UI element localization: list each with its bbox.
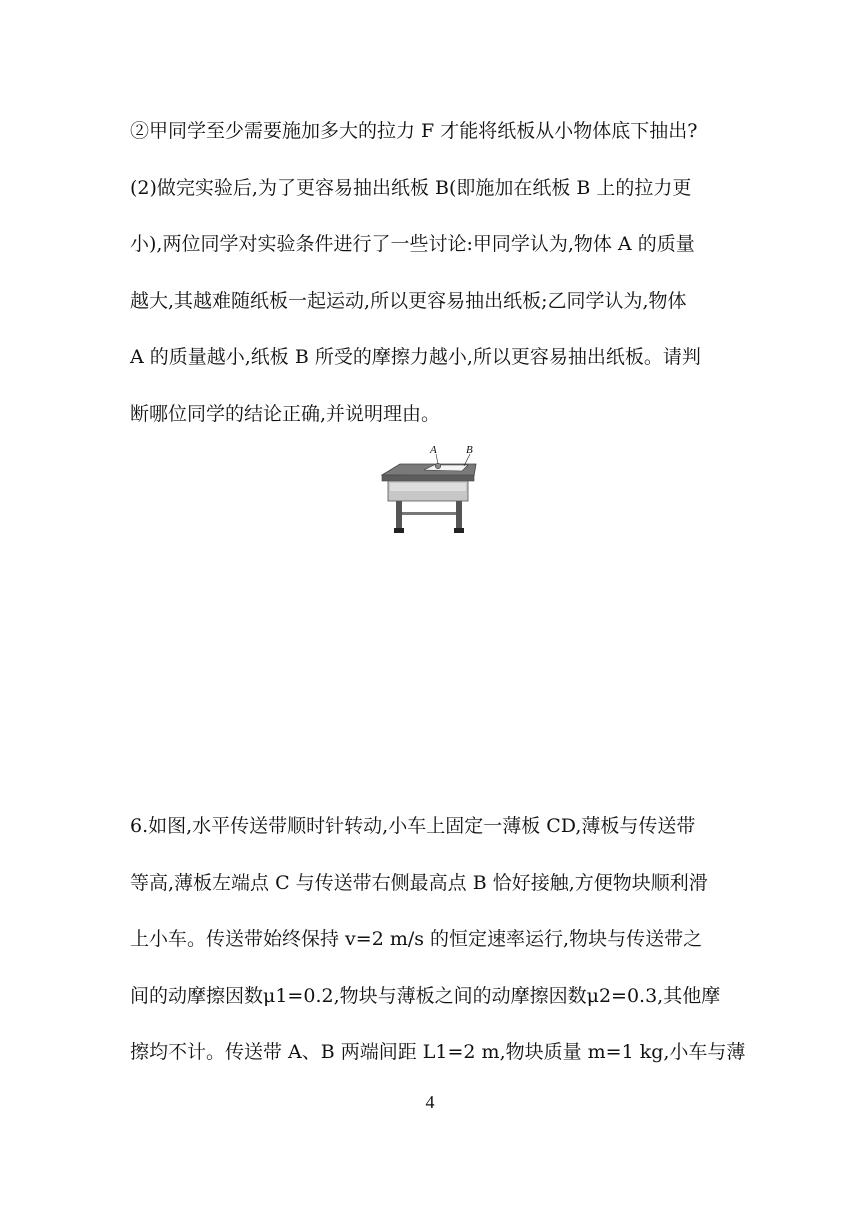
text-line: 6.如图,水平传送带顺时针转动,小车上固定一薄板 CD,薄板与传送带 (130, 815, 696, 837)
text-line: 断哪位同学的结论正确,并说明理由。 (130, 402, 441, 425)
figure-label-a: A (430, 444, 437, 456)
text-line: ②甲同学至少需要施加多大的拉力 F 才能将纸板从小物体底下抽出? (130, 120, 698, 142)
desk-leg-left (396, 501, 402, 529)
desk-edge (382, 475, 474, 481)
desk-illustration (378, 440, 478, 536)
text-line: 擦均不计。传送带 A、B 两端间距 L1=2 m,物块质量 m=1 kg,小车与薄 (130, 1041, 746, 1063)
desk-foot-right (454, 528, 464, 533)
text-line: (2)做完实验后,为了更容易抽出纸板 B(即施加在纸板 B 上的拉力更 (130, 176, 692, 199)
text-line: 间的动摩擦因数μ1=0.2,物块与薄板之间的动摩擦因数μ2=0.3,其他摩 (130, 984, 721, 1007)
figure-label-b: B (466, 444, 473, 456)
small-object-a (435, 463, 441, 469)
question-paragraph-6 (130, 798, 746, 1081)
desk-experiment-figure (378, 440, 478, 536)
text-line: 小),两位同学对实验条件进行了一些讨论:甲同学认为,物体 A 的质量 (130, 233, 695, 255)
page-number: 4 (425, 1092, 435, 1112)
desk-foot-left (394, 528, 404, 533)
text-line: 等高,薄板左端点 C 与传送带右侧最高点 B 恰好接触,方便物块顺利滑 (130, 871, 708, 894)
text-line: A 的质量越小,纸板 B 所受的摩擦力越小,所以更容易抽出纸板。请判 (130, 346, 701, 368)
text-line: 越大,其越难随纸板一起运动,所以更容易抽出纸板;乙同学认为,物体 (130, 289, 687, 312)
question-paragraph-1 (130, 103, 730, 442)
text-line: 上小车。传送带始终保持 v=2 m/s 的恒定速率运行,物块与传送带之 (130, 928, 703, 950)
desk-crossbar (402, 512, 456, 515)
desk-leg-right (456, 501, 462, 529)
drawer-highlight (390, 483, 466, 491)
